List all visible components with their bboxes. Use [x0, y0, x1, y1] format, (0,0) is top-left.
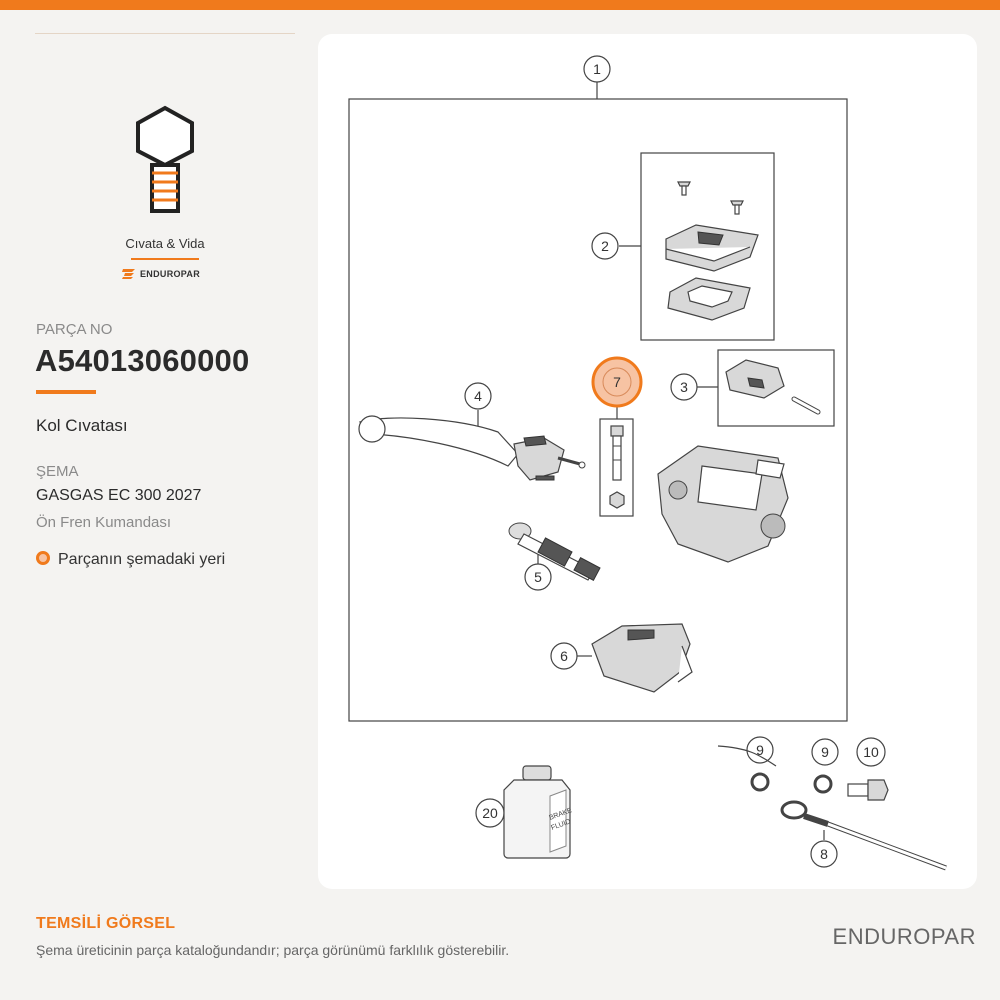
svg-text:2: 2 — [601, 238, 609, 254]
callout-9-right — [812, 739, 838, 765]
fluid-label-line2: FLUID — [550, 818, 572, 832]
svg-text:9: 9 — [756, 742, 764, 758]
sidebar-divider — [35, 33, 295, 34]
svg-text:1: 1 — [593, 61, 601, 77]
sealing-washers — [752, 774, 831, 792]
svg-text:4: 4 — [474, 388, 482, 404]
callout-8 — [811, 841, 837, 867]
schema-label: ŞEMA — [36, 463, 79, 480]
brake-fluid-bottle — [504, 766, 573, 858]
svg-text:9: 9 — [821, 744, 829, 760]
schema-model: GASGAS EC 300 2027 — [36, 487, 202, 504]
callout-9-left — [747, 737, 773, 763]
footer-title: TEMSİLİ GÖRSEL — [36, 915, 176, 932]
bolt-icon — [130, 105, 200, 220]
svg-text:7: 7 — [613, 374, 621, 390]
diagram-card — [318, 34, 977, 889]
footer-note: Şema üreticinin parça kataloğundandır; parça görünümü farklılık gösterebilir. — [36, 942, 510, 958]
piston-kit — [509, 523, 600, 580]
callout-7-highlighted — [593, 358, 641, 406]
footer-brand: ENDUROPAR — [832, 924, 976, 949]
svg-text:20: 20 — [482, 805, 498, 821]
category-label: Cıvata & Vida — [125, 236, 205, 251]
part-name: Kol Cıvatası — [36, 416, 128, 435]
brand-small-text: ENDUROPAR — [140, 269, 201, 279]
banjo-bolt — [848, 780, 888, 800]
master-cylinder-body — [658, 446, 788, 562]
svg-text:10: 10 — [863, 744, 879, 760]
callout-2 — [592, 233, 618, 259]
schema-subassembly: Ön Fren Kumandası — [36, 514, 172, 531]
svg-text:3: 3 — [680, 379, 688, 395]
part-number: A54013060000 — [35, 343, 250, 378]
category-underline — [131, 258, 199, 260]
legend-text: Parçanın şemadaki yeri — [58, 551, 226, 568]
callout-20 — [476, 799, 504, 827]
svg-text:8: 8 — [820, 846, 828, 862]
callout-4 — [465, 383, 491, 409]
svg-text:6: 6 — [560, 648, 568, 664]
callout-6 — [551, 643, 577, 669]
part-number-underline — [36, 390, 96, 394]
legend-marker-icon — [36, 551, 50, 565]
svg-text:5: 5 — [534, 569, 542, 585]
callout-1 — [584, 56, 610, 82]
brake-lever — [359, 416, 585, 480]
master-cylinder-cover — [592, 624, 692, 692]
part-no-label: PARÇA NO — [36, 321, 113, 338]
callout-3 — [671, 374, 697, 400]
top-accent-bar — [0, 0, 1000, 10]
brand-mark-icon — [122, 269, 136, 279]
callout-10 — [857, 738, 885, 766]
exploded-diagram — [318, 34, 977, 889]
fluid-label-line1: BRAKE — [548, 807, 573, 822]
callout-5 — [525, 564, 551, 590]
brand-logo-small — [122, 266, 200, 282]
